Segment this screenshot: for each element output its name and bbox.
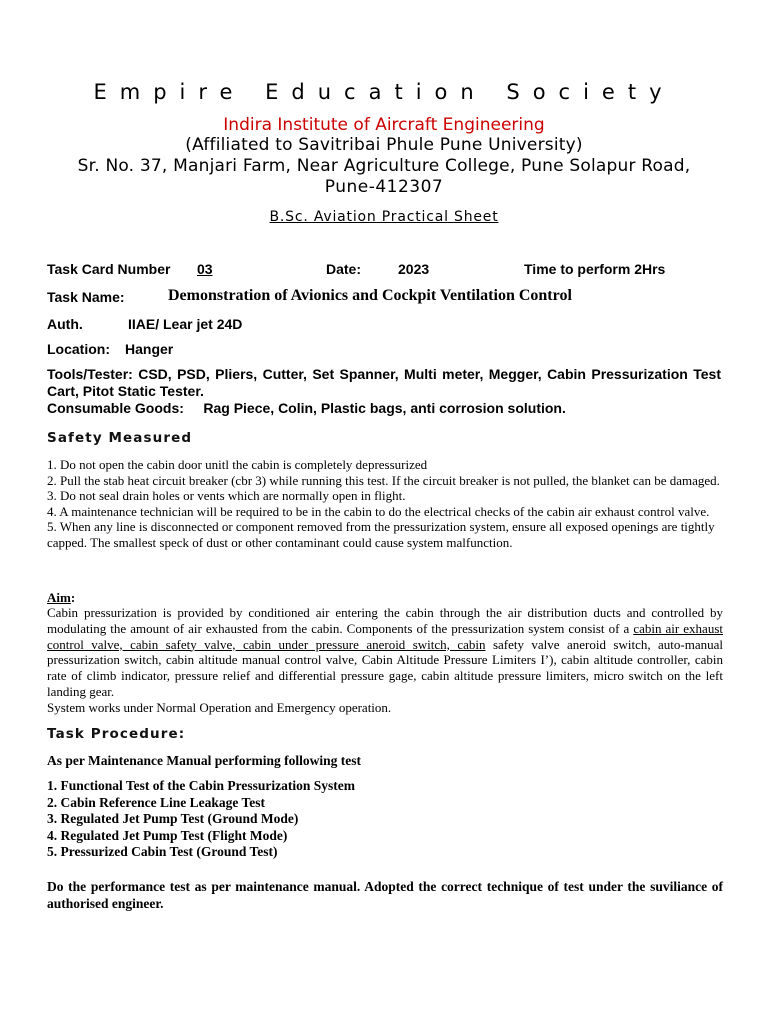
aim-text bbox=[47, 605, 723, 716]
safety-list bbox=[47, 457, 723, 550]
address-line-1: Sr. No. 37, Manjari Farm, Near Agriculture College, Pune Solapur Road, bbox=[77, 156, 691, 176]
aim-title: Aim: bbox=[47, 590, 76, 605]
safety-item-5: 5. When any line is disconnected or component removed from the pressurization system, ensure all exposed openings are tightly capped. The smallest speck of dust or other contaminant could cause system malfunction. bbox=[47, 519, 715, 550]
test-item-5: 5. Pressurized Cabin Test (Ground Test) bbox=[47, 844, 278, 859]
affiliation: (Affiliated to Savitribai Phule Pune University) bbox=[185, 135, 583, 155]
date-label: Date: bbox=[326, 261, 362, 277]
task-name-value: Demonstration of Avionics and Cockpit Ventilation Control bbox=[168, 287, 572, 304]
procedure-heading: Task Procedure: bbox=[47, 726, 186, 742]
consumables-label: Consumable Goods: bbox=[47, 400, 184, 416]
safety-item-3: 3. Do not seal drain holes or vents which are normally open in flight. bbox=[47, 488, 406, 503]
tools-value: CSD, PSD, Pliers, Cutter, Set Spanner, Multi meter, Megger, Cabin Pressurization Test Cart, Pitot Static Tester. bbox=[47, 366, 721, 399]
procedure-intro: As per Maintenance Manual performing following test bbox=[47, 753, 361, 768]
task-card-number: 03 bbox=[197, 261, 213, 277]
safety-item-4: 4. A maintenance technician will be required to be in the cabin to do the electrical checks of the cabin air exhaust control valve. bbox=[47, 503, 710, 519]
location-label: Location: bbox=[47, 341, 110, 357]
aim-text-end: safety valve aneroid switch, auto-manual pressurization switch, cabin altitude manual control valve, Cabin Altitude Pressure Limiters I’), cabin altitude controller, cabin rate of climb indicator, pressure relief and differential pressure gage, cabin altitude pressure limiters, micro switch on the left landing gear. bbox=[47, 636, 723, 699]
closing-instruction: Do the performance test as per maintenance manual. Adopted the correct technique of test under the suviliance of authorised engineer. bbox=[47, 879, 723, 911]
test-item-1: 1. Functional Test of the Cabin Pressurization System bbox=[47, 778, 356, 793]
safety-item-1: 1. Do not open the cabin door unitl the cabin is completely depressurized bbox=[47, 457, 428, 472]
task-name-label: Task Name: bbox=[47, 289, 125, 305]
task-card-label: Task Card Number bbox=[47, 261, 171, 277]
safety-item-2: 2. Pull the stab heat circuit breaker (cbr 3) while running this test. If the circuit breaker is not pulled, the blanket can be damaged. bbox=[47, 472, 720, 488]
test-item-2: 2. Cabin Reference Line Leakage Test bbox=[47, 794, 265, 810]
auth-value: IIAE/ Lear jet 24D bbox=[128, 316, 243, 332]
safety-heading: Safety Measured bbox=[47, 430, 193, 446]
tools-label: Tools/Tester: bbox=[47, 366, 133, 382]
sheet-title: B.Sc. Aviation Practical Sheet bbox=[269, 209, 499, 225]
date-value: 2023 bbox=[398, 261, 430, 277]
test-item-4: 4. Regulated Jet Pump Test (Flight Mode) bbox=[47, 827, 288, 843]
location-value: Hanger bbox=[125, 341, 174, 357]
aim-text-last: System works under Normal Operation and Emergency operation. bbox=[47, 699, 392, 715]
institute-name: Indira Institute of Aircraft Engineering bbox=[223, 115, 545, 135]
time-to-perform: Time to perform 2Hrs bbox=[524, 261, 666, 277]
consumables-value: Rag Piece, Colin, Plastic bags, anti corrosion solution. bbox=[203, 400, 566, 416]
society-name: Empire Education Society bbox=[93, 80, 675, 104]
test-list bbox=[47, 778, 355, 861]
aim-text-underlined: cabin air exhaust control valve, cabin safety valve, cabin under pressure aneroid switch, cabin bbox=[47, 620, 723, 652]
auth-label: Auth. bbox=[47, 316, 83, 332]
address-line-2: Pune-412307 bbox=[324, 177, 444, 197]
aim-text-start: Cabin pressurization is provided by conditioned air entering the cabin through the air distribution ducts and controlled by modulating the amount of air exhausted from the cabin. Components of the pressurization system consist of a bbox=[47, 605, 723, 636]
tools-block bbox=[47, 366, 721, 417]
test-item-3: 3. Regulated Jet Pump Test (Ground Mode) bbox=[47, 811, 299, 826]
